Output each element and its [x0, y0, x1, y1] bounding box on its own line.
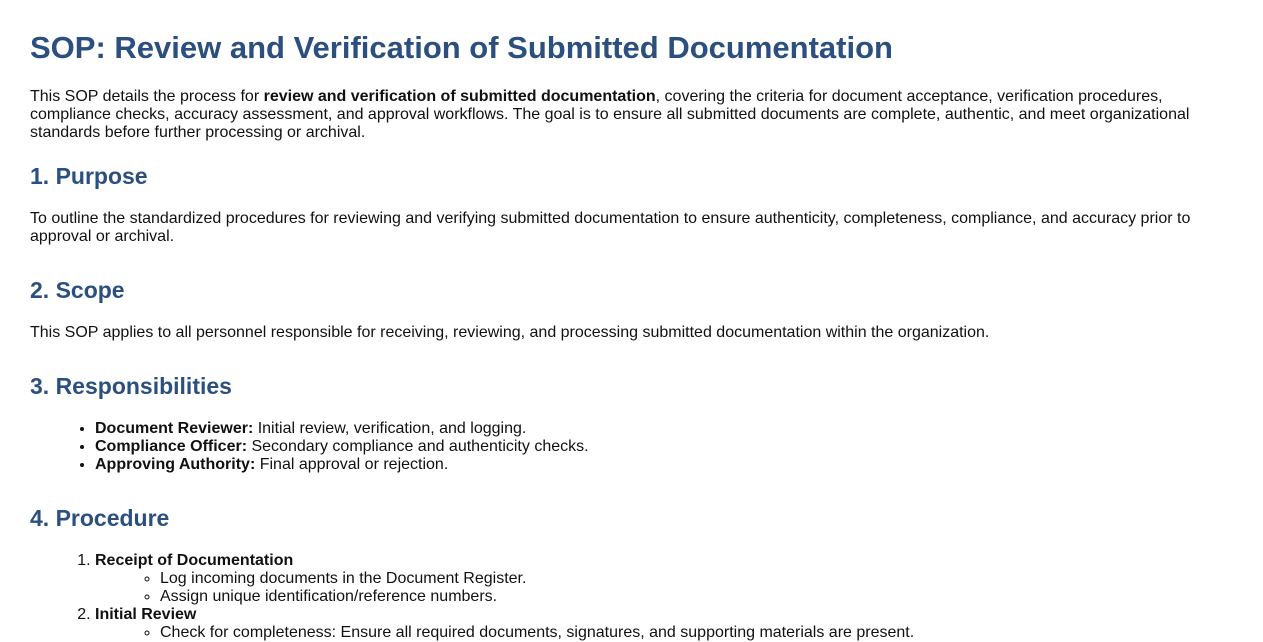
role-description: Secondary compliance and authenticity checks. — [247, 438, 589, 455]
role-label: Compliance Officer: — [95, 438, 248, 455]
procedure-step — [95, 606, 914, 642]
scope-text: This SOP applies to all personnel responsible for receiving, reviewing, and processing submitted documentation within the organization. — [30, 324, 990, 341]
step-title: Receipt of Documentation — [95, 552, 294, 569]
intro-text-after: , covering the criteria for document acceptance, verification procedures, compliance checks, accuracy assessment, and approval workflows. The goal is to ensure all submitted documents are complete, authentic, and meet organizational standards before further processing or archival. — [30, 88, 1190, 141]
intro-paragraph — [30, 88, 1210, 142]
list-item: ◦ Assign unique identification/reference numbers. — [160, 588, 914, 606]
step-title: Initial Review — [95, 606, 197, 623]
list-item: ◦ Log incoming documents in the Document Register. — [160, 570, 914, 588]
step-sublist — [95, 570, 914, 606]
list-item: ◦ Check for completeness: Ensure all required documents, signatures, and supporting materials are present. — [160, 624, 914, 642]
procedure-step — [95, 552, 914, 606]
role-label: Document Reviewer: — [95, 420, 254, 437]
purpose-text: To outline the standardized procedures for reviewing and verifying submitted documentation to ensure authenticity, completeness, compliance, and accuracy prior to approval or archival. — [30, 210, 1191, 245]
scope-heading: 2. Scope — [30, 277, 125, 303]
role-label: Approving Authority: — [95, 456, 256, 473]
responsibilities-heading: 3. Responsibilities — [30, 373, 232, 399]
list-item — [95, 456, 589, 474]
procedure-heading: 4. Procedure — [30, 505, 170, 531]
responsibilities-list — [30, 420, 589, 474]
procedure-list — [30, 552, 914, 642]
role-description: Final approval or rejection. — [255, 456, 449, 473]
step-sublist — [95, 624, 914, 642]
role-description: Initial review, verification, and logging. — [253, 420, 527, 437]
list-item — [95, 438, 589, 456]
intro-text-bold: review and verification of submitted documentation — [263, 88, 656, 105]
list-item — [95, 420, 589, 438]
page-title: SOP: Review and Verification of Submitted Documentation — [30, 30, 893, 65]
purpose-heading: 1. Purpose — [30, 163, 148, 189]
intro-text-before: This SOP details the process for — [30, 88, 264, 105]
